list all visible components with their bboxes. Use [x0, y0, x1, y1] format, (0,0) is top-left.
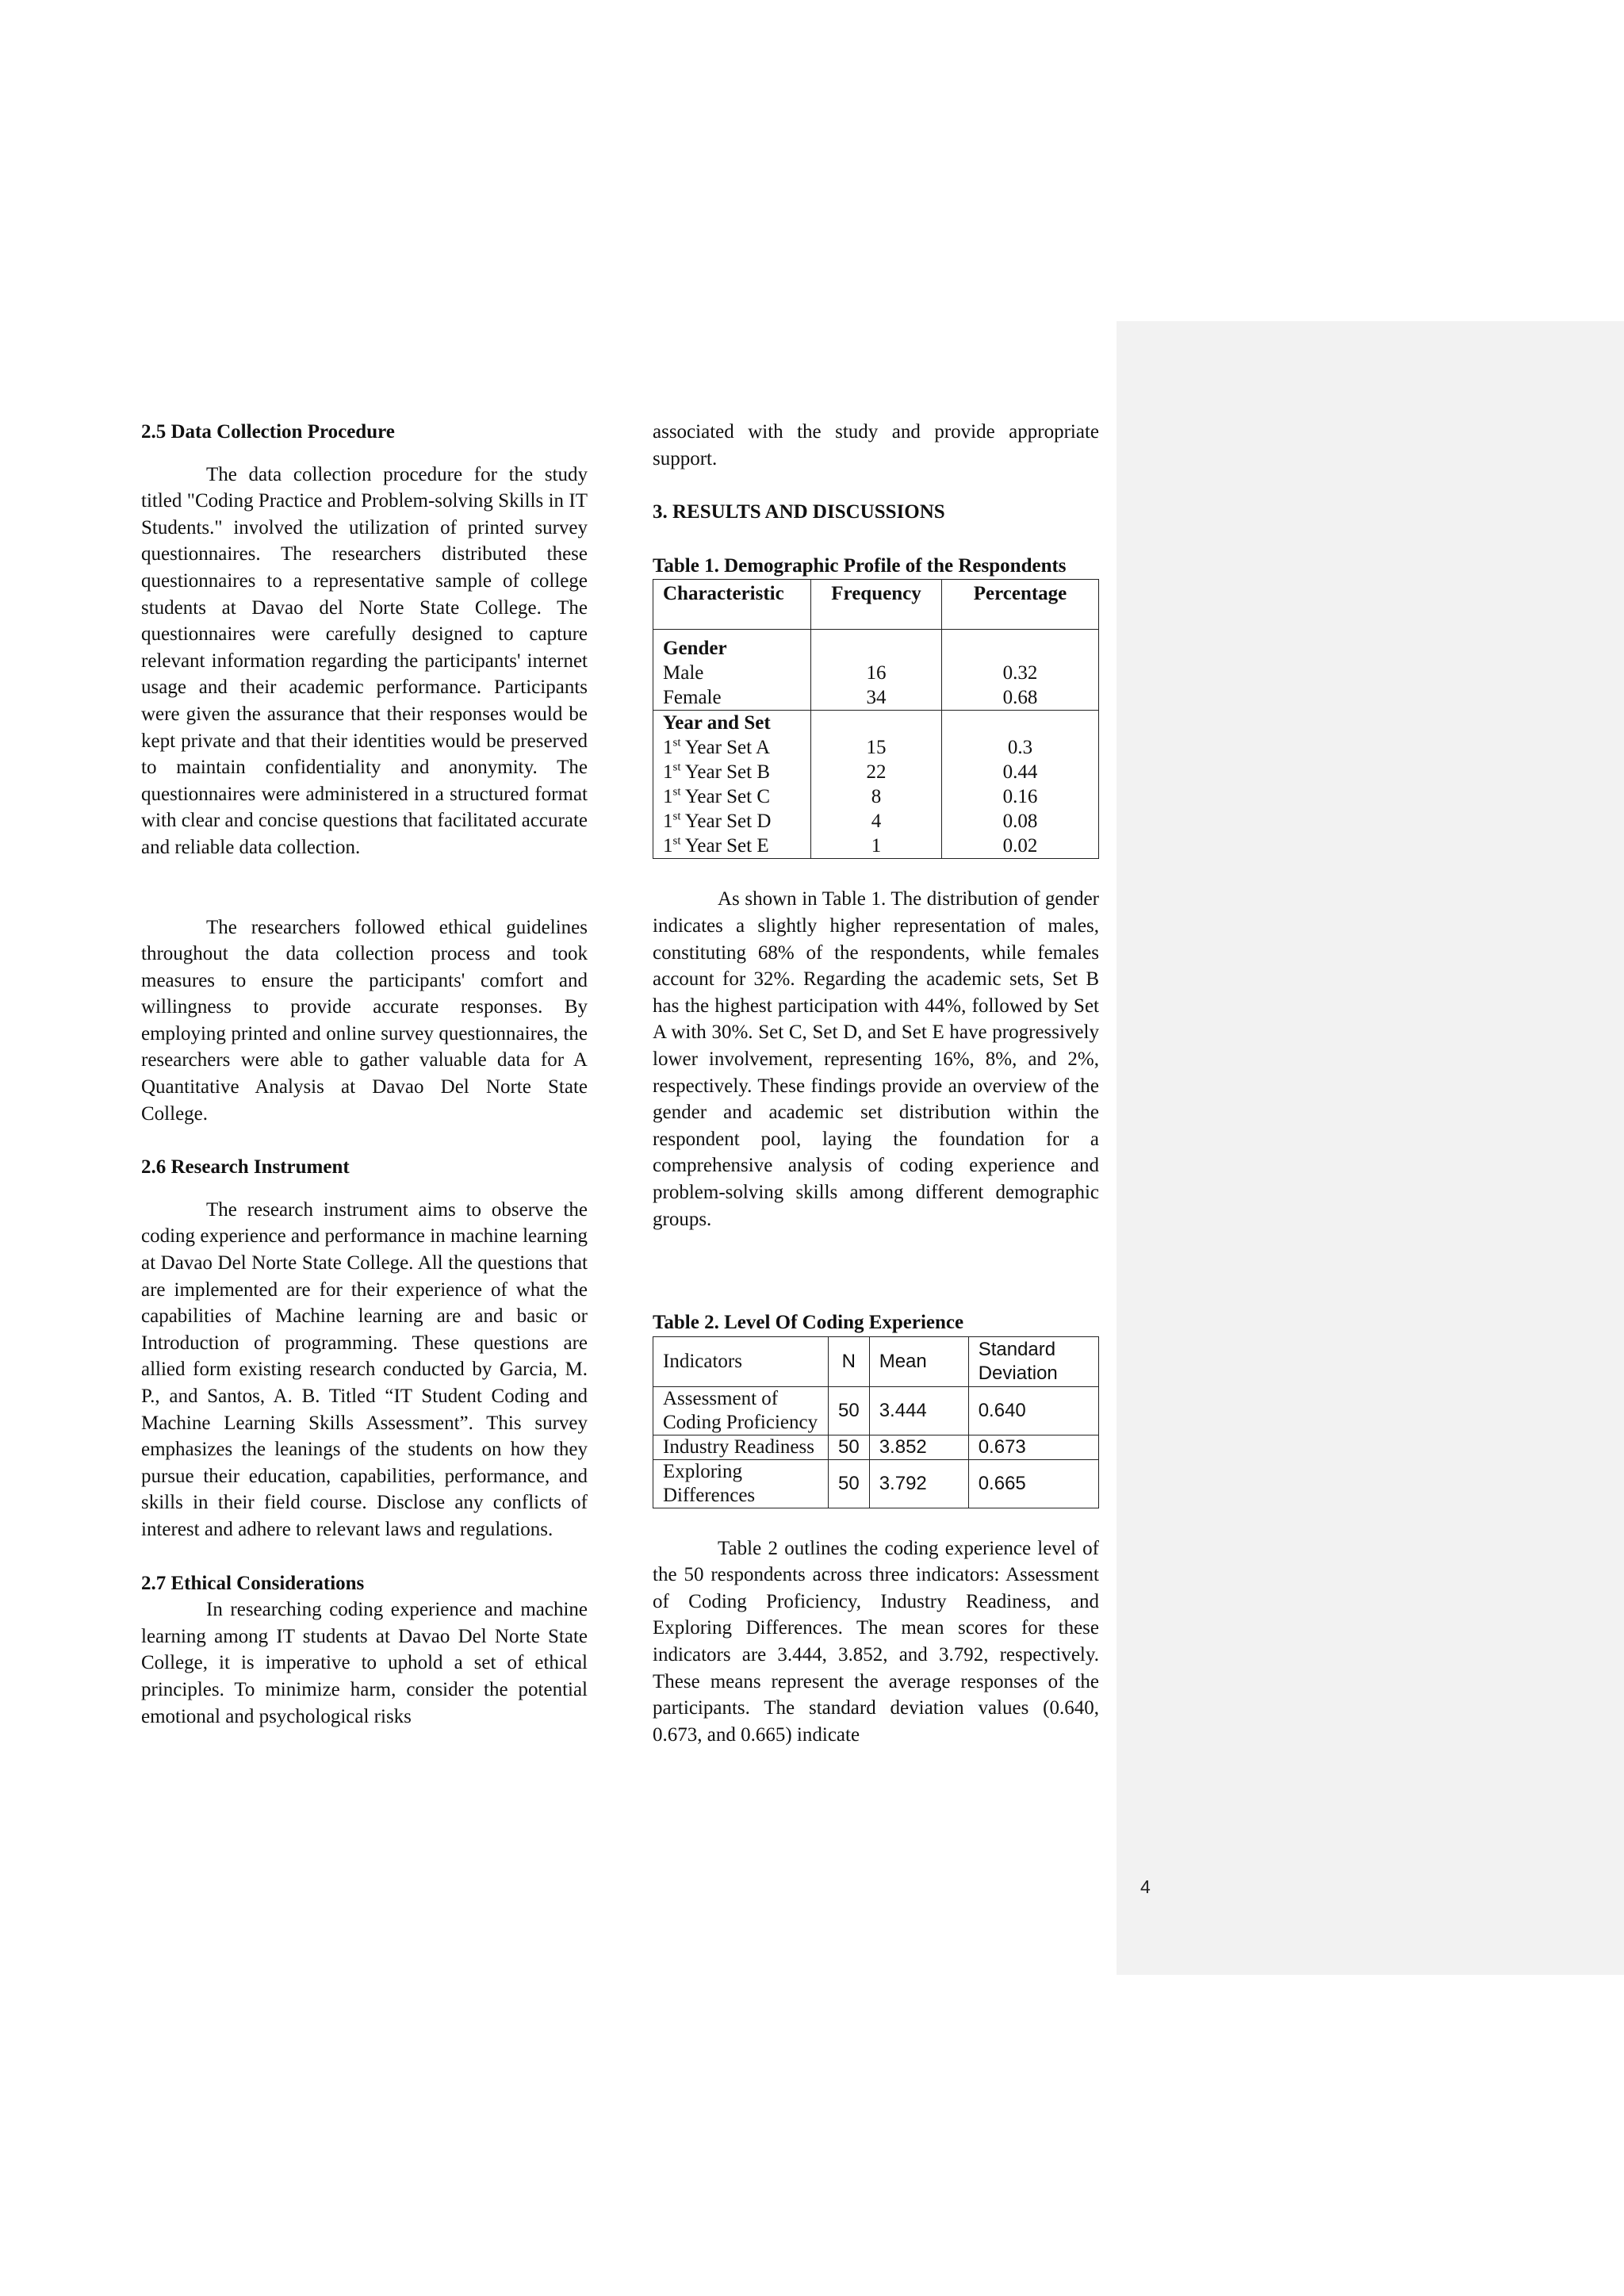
section-heading-2-7: 2.7 Ethical Considerations: [141, 1572, 365, 1594]
table-row: [653, 711, 1099, 736]
paragraph-data-collection-2: The researchers followed ethical guidelines throughout the data collection process and took measures to ensure the participants' comfort and willingness to provide accurate responses. By employing printed and online survey questionnaires, the researchers were able to gather valuable data for A Quantitative Analysis at Davao Del Norte State College.: [141, 916, 588, 1125]
paragraph-table-2-discussion: Table 2 outlines the coding experience level of the 50 respondents across three indicators: Assessment of Coding Proficiency, Industry Readiness, and Exploring Differences. The mean scores for these indicators are 3.444, 3.852, and 3.792, respectively. These means represent the average responses of the participants. The standard deviation values (0.640, 0.673, and 0.665) indicate: [653, 1537, 1099, 1746]
paragraph-table-1-discussion: As shown in Table 1. The distribution of gender indicates a slightly higher representation of males, constituting 68% of the respondents, while females account for 32%. Regarding the academic sets, Set B has the highest participation with 44%, followed by Set A with 30%. Set C, Set D, and Set E have progressively lower involvement, representing 16%, 8%, and 2%, respectively. These findings provide an overview of the gender and academic set distribution within the respondent pool, laying the foundation for a comprehensive analysis of coding experience and problem-solving skills among different demographic groups.: [653, 888, 1099, 1230]
page-number: 4: [1140, 1876, 1151, 1897]
table-2-header-sd: Standard Deviation: [968, 1336, 1098, 1386]
table-row: 1st Year Set D 4 0.08: [653, 809, 1099, 834]
table-row: Exploring Differences 50 3.792 0.665: [653, 1459, 1099, 1508]
paragraph-ethical-considerations: In researching coding experience and machine learning among IT students at Davao Del Norte State College, it is imperative to uphold a set of ethical principles. To minimize harm, consider the potential emotional and psychological risks: [141, 1599, 588, 1727]
table-1-caption: Table 1. Demographic Profile of the Respondents: [653, 554, 1067, 577]
table-row: Industry Readiness 50 3.852 0.673: [653, 1435, 1099, 1459]
table-2-header-row: [653, 1336, 1099, 1386]
table-row: 1st Year Set C 8 0.16: [653, 784, 1099, 809]
table-1-header-characteristic: Characteristic: [653, 580, 811, 630]
table-row: [653, 636, 1099, 661]
table-1-header-frequency: Frequency: [811, 580, 942, 630]
left-column: [141, 419, 588, 1730]
table-row: 1st Year Set B 22 0.44: [653, 760, 1099, 784]
table-row: Female 34 0.68: [653, 685, 1099, 711]
section-heading-3: 3. RESULTS AND DISCUSSIONS: [653, 501, 945, 523]
table-1-header-row: [653, 580, 1099, 630]
paragraph-data-collection-1: The data collection procedure for the study titled "Coding Practice and Problem-solving Skills in IT Students." involved the utilization of printed survey questionnaires. The researchers distributed these questionnaires to a representative sample of college students at Davao del Norte State College. The questionnaires were carefully designed to capture relevant information regarding the participants' internet usage and their academic performance. Participants were given the assurance that their responses would be kept private and that their identities would be preserved to maintain confidentiality and anonymity. The questionnaires were administered in a structured format with clear and concise questions that facilitated accurate and reliable data collection.: [141, 463, 588, 858]
comment-pane: [1116, 321, 1624, 1975]
section-heading-2-6: 2.6 Research Instrument: [141, 1156, 350, 1179]
table-2-header-n: N: [829, 1336, 870, 1386]
table-2-header-indicators: Indicators: [653, 1336, 829, 1386]
paragraph-continued: associated with the study and provide appropriate support.: [653, 421, 1099, 470]
table-row: Assessment of Coding Proficiency 50 3.444 0.640: [653, 1386, 1099, 1435]
section-heading-2-5: 2.5 Data Collection Procedure: [141, 421, 395, 443]
table-row: 1st Year Set E 1 0.02: [653, 834, 1099, 859]
table-2-caption: Table 2. Level Of Coding Experience: [653, 1312, 964, 1334]
table-row: 1st Year Set A 15 0.3: [653, 735, 1099, 760]
paragraph-research-instrument: The research instrument aims to observe the coding experience and performance in machine learning at Davao Del Norte State College. All the questions that are implemented are for their experience of what the capabilities of Machine learning are and basic or Introduction of programming. These questions are allied form existing research conducted by Garcia, M. P., and Santos, A. B. Titled “IT Student Coding and Machine Learning Skills Assessment”. This survey emphasizes the leanings of the students on how they pursue their education, capabilities, performance, and skills in their field course. Disclose any conflicts of interest and adhere to relevant laws and regulations.: [141, 1198, 588, 1540]
table-1-group-gender: Gender: [653, 636, 811, 661]
table-row: Male 16 0.32: [653, 661, 1099, 685]
table-2-coding-experience: [653, 1336, 1099, 1508]
table-2-header-mean: Mean: [869, 1336, 968, 1386]
table-1-group-year-set: Year and Set: [653, 711, 811, 736]
table-1-header-percentage: Percentage: [942, 580, 1099, 630]
table-1-demographics: [653, 579, 1099, 859]
right-column: [653, 419, 1099, 1748]
